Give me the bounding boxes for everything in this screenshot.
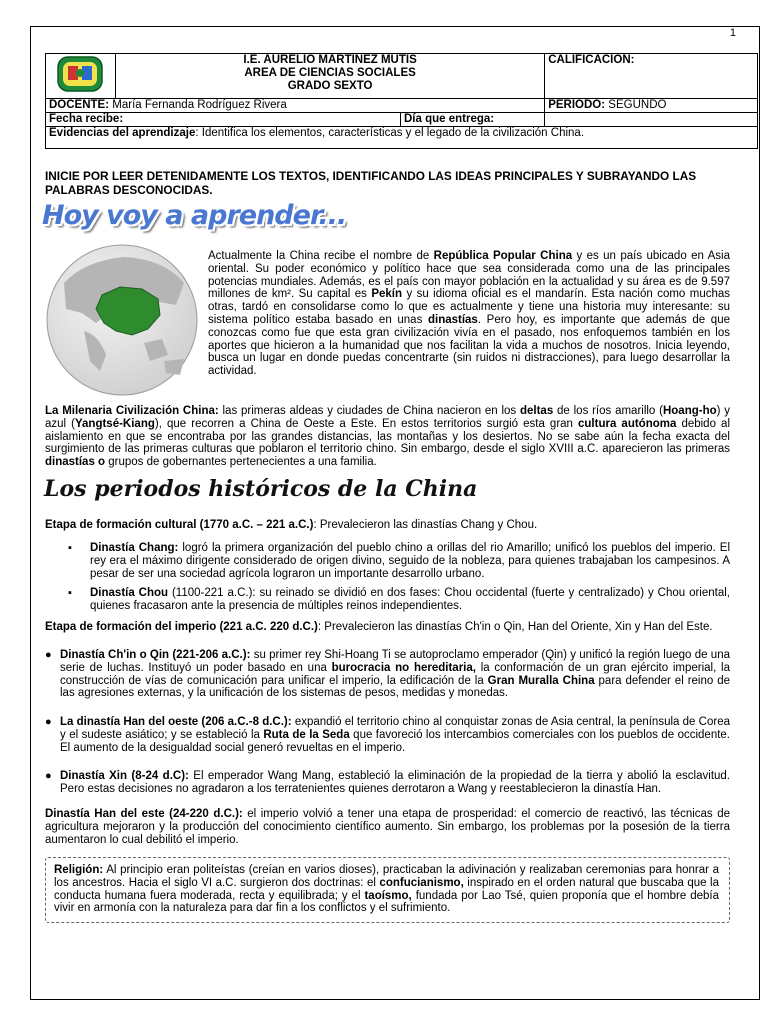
dinastia-chou: Dinastía Chou (1100-221 a.C.): su reinado se dividió en dos fases: Chou occidental (fuerte y centralizado) y Chou oriental, quienes fracasaron ante la presencia de múltiples reinos independientes. bbox=[90, 587, 730, 612]
periodo-value: SEGUNDO bbox=[608, 99, 667, 111]
dinastia-chang: Dinastía Chang: logró la primera organización del pueblo chino a orillas del rio Amarillo; unificó los pueblos del imperio. El rey era el máximo dirigente considerado de origen divino, seguido de la nobleza, para quienes trabajaban los campesinos. A pesar de ser una sociedad agrícola lograron un importante desarrollo urbano. bbox=[90, 542, 730, 580]
page-number: 1 bbox=[729, 27, 736, 39]
dinastia-han-este: Dinastía Han del este (24-220 d.C.): el imperio volvió a tener una etapa de prosperidad: el comercio de reactivó, las técnicas de agricultura mejoraron y la producción del conocimiento científico aumento. Sin embargo, los problemas por la posesión de la tierra aumentaron lo cual debilitó el imperio. bbox=[45, 808, 730, 846]
docente-cell bbox=[46, 99, 545, 113]
dinastia-han-oeste: La dinastía Han del oeste (206 a.C.-8 d.C.): expandió el territorio chino al conquistar zonas de Asia central, la península de Corea y el sudeste asiático; y se estableció la Ruta de la Seda que favoreció los intercambios comerciales con los pueblos de occidente. El aumento de la desigualdad social generó revueltas en el imperio. bbox=[60, 716, 730, 754]
fecha-row bbox=[46, 113, 545, 127]
calificacion-cell: CALIFICACION: bbox=[545, 54, 758, 99]
etapa-imperio: Etapa de formación del imperio (221 a.C. 220 d.C.): Prevalecieron las dinastías Ch'in o Qin, Han del Oriente, Xin y Han del Este. bbox=[45, 621, 713, 633]
periodo-cell bbox=[545, 99, 758, 113]
docente-value: María Fernanda Rodríguez Rivera bbox=[112, 99, 287, 111]
periodos-title: Los periodos históricos de la China bbox=[44, 476, 478, 502]
bullet-icon: ● bbox=[45, 649, 52, 661]
bullet-icon: ● bbox=[45, 770, 52, 782]
fecha-recibe: Fecha recibe: bbox=[46, 113, 401, 126]
evidencias-label: Evidencias del aprendizaje bbox=[49, 127, 196, 139]
bullet-icon: ● bbox=[45, 716, 52, 728]
periodo-label: PERIODO: bbox=[548, 99, 606, 111]
intro-paragraph: Actualmente la China recibe el nombre de República Popular China y es un país ubicado en Asia oriental. Su poder económico y político hace que sea considerada como una de las principales potencias mundiales. Además, es el país con mayor población en la actualidad y su área es de 9.597 millones de km². Su capital es Pekín y su idioma oficial es el mandarín. Esta nación como muchas otras, tardó en consolidarse como lo que es actualmente y tiene una historia muy interesante: su sistema político estaba basado en unas dinastías. Pero hoy, es importante que además de que conozcas como fue que esta gran civilización vivía en el pasado, nos enfoquemos también en los aportes que hicieron a la humanidad que nos facilitan la vida a muchos de nosotros. Inicia leyendo, busca un lugar en donde puedas concentrarte (sin ruidos ni distracciones), para luego desarrollar la actividad. bbox=[208, 250, 731, 378]
area-name: AREA DE CIENCIAS SOCIALES bbox=[244, 67, 416, 79]
instruction-text: INICIE POR LEER DETENIDAMENTE LOS TEXTOS, IDENTIFICANDO LAS IDEAS PRINCIPALES Y SUBRAYANDO LAS PALABRAS DESCONOCIDAS. bbox=[45, 169, 697, 197]
dinastia-qin: Dinastía Ch'in o Qin (221-206 a.C.): su primer rey Shi-Hoang Ti se autoproclamo emperador (Qin) y unificó la región luego de una serie de luchas. Instituyó un poder basado en una burocracia no hereditaria, la conformación de un gran ejército imperial, la construcción de vías de comunicación para unificar el imperio, la edificación de la Gran Muralla China para defender el reino de las agresiones externas, y la unificación de los sistemas de pesos, medidas y monedas. bbox=[60, 649, 730, 700]
evidencias-value: : Identifica los elementos, características y el legado de la civilización China. bbox=[195, 127, 585, 139]
square-bullet-icon: ▪ bbox=[68, 587, 72, 599]
evidencias-cell bbox=[46, 127, 758, 149]
grade-name: GRADO SEXTO bbox=[287, 80, 373, 92]
docente-label: DOCENTE: bbox=[49, 99, 110, 111]
school-logo bbox=[46, 54, 116, 99]
religion-text: Religión: Al principio eran politeístas (creían en varios dioses), practicaban la adivinación y realizaban ceremonias para honrar a los ancestros. Hacia el siglo VI a.C. surgieron dos doctrinas: el confucianismo, inspirado en el orden natural que buscaba que la conducta humana fuera moderada, recta y equilibrada; y el taoísmo, fundada por Lao Tsé, quien proponía que el hombre debía vivir en armonía con la naturaleza para dar fin a los conflictos y el sufrimiento. bbox=[54, 864, 719, 915]
square-bullet-icon: ▪ bbox=[68, 542, 72, 554]
hoy-voy-a-aprender-title: Hoy voy a aprender... bbox=[42, 200, 347, 231]
dinastia-xin: Dinastía Xin (8-24 d.C): El emperador Wang Mang, estableció la eliminación de la propiedad de la tierra y abolió la esclavitud. Pero estas decisiones no agradaron a los terratenientes quienes derrotaron a Wang y reestablecieron la dinastía Han. bbox=[60, 770, 730, 795]
school-name: I.E. AURELIO MARTINEZ MUTIS bbox=[243, 54, 417, 66]
header-table bbox=[45, 53, 758, 149]
china-globe-map bbox=[44, 243, 200, 398]
school-title-cell bbox=[115, 54, 544, 99]
fecha-empty-cell bbox=[545, 113, 758, 127]
dia-entrega: Día que entrega: bbox=[404, 113, 495, 125]
etapa-cultural: Etapa de formación cultural (1770 a.C. – 221 a.C.): Prevalecieron las dinastías Chang y Chou. bbox=[45, 519, 538, 531]
milenaria-paragraph: La Milenaria Civilización China: las primeras aldeas y ciudades de China nacieron en los deltas de los ríos amarillo (Hoang-ho) y azul (Yangtsé-Kiang), que recorren a China de Oeste a Este. En estos territorios surgió esta gran cultura autónoma debido al aislamiento en que se encontraba por las grandes distancias, las montañas y los desiertos. No se sabe aún la fecha exacta del surgimiento de las primeras culturas que poblaron el territorio chino. Sin embargo, desde el siglo XVIII a.C. aparecieron las primeras dinastías o grupos de gobernantes pertenecientes a una familia. bbox=[45, 405, 730, 469]
